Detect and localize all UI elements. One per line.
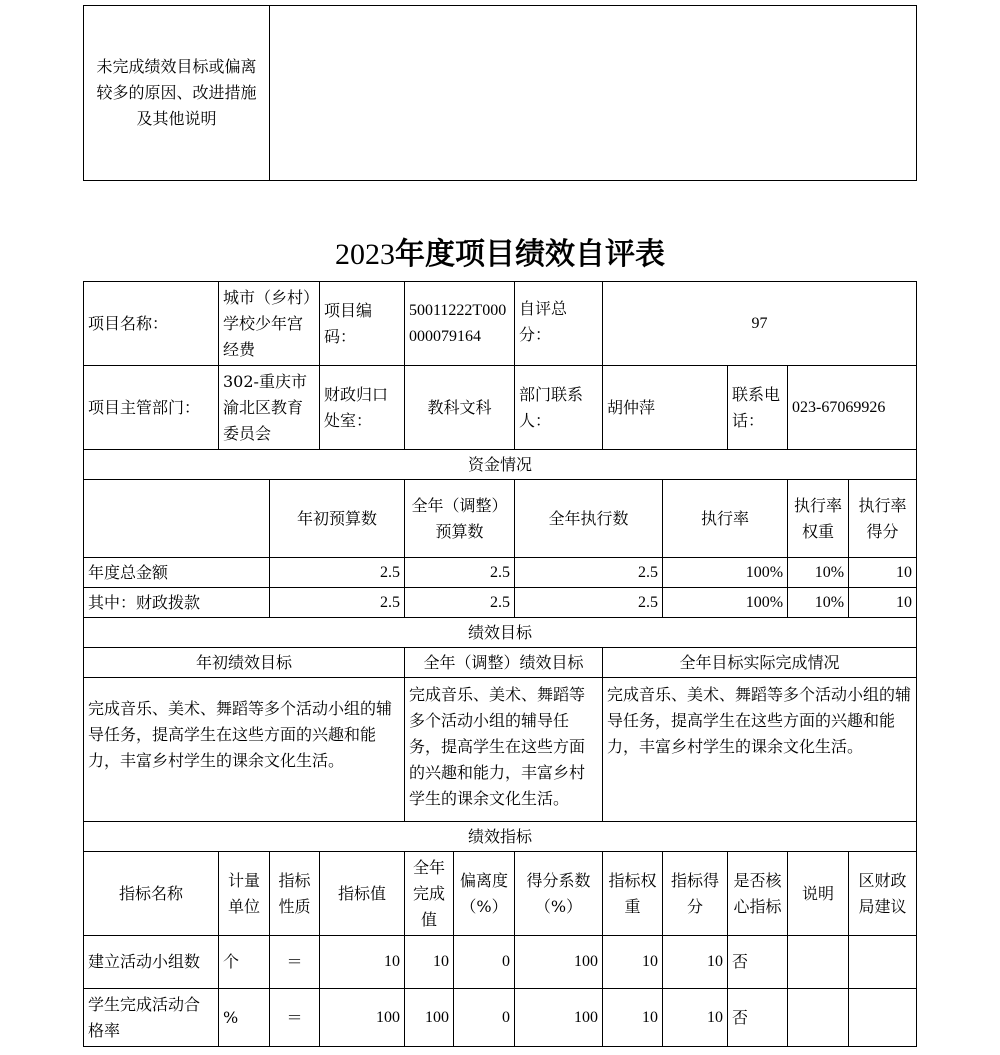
ind-actual: 100 bbox=[405, 989, 454, 1047]
page-title bbox=[0, 232, 1000, 278]
dept-value: 302-重庆市渝北区教育委员会 bbox=[219, 366, 320, 450]
contact-label: 部门联系人： bbox=[515, 366, 603, 450]
ind-header-unit: 计量单位 bbox=[219, 852, 270, 936]
ind-header-note: 说明 bbox=[788, 852, 849, 936]
funds-header-executed: 全年执行数 bbox=[515, 480, 663, 558]
funds-header-exec-rate: 执行率 bbox=[663, 480, 788, 558]
funds-cell: 100% bbox=[663, 558, 788, 588]
funds-cell: 2.5 bbox=[515, 588, 663, 618]
goal-initial-text: 完成音乐、美术、舞蹈等多个活动小组的辅导任务，提高学生在这些方面的兴趣和能力，丰富乡村学生的课余文化生活。 bbox=[84, 678, 405, 822]
funds-row-label: 年度总金额 bbox=[84, 558, 270, 588]
ind-weight: 10 bbox=[603, 989, 663, 1047]
ind-nature: ＝ bbox=[270, 936, 320, 989]
ind-score: 10 bbox=[663, 989, 728, 1047]
funds-header-adjusted-budget: 全年（调整）预算数 bbox=[405, 480, 515, 558]
funds-row-label: 其中：财政拨款 bbox=[84, 588, 270, 618]
ind-header-name: 指标名称 bbox=[84, 852, 219, 936]
ind-header-coef: 得分系数（%） bbox=[515, 852, 603, 936]
funds-header-rate-score: 执行率得分 bbox=[849, 480, 917, 558]
ind-note bbox=[788, 989, 849, 1047]
project-name-value: 城市（乡村）学校少年宫经费 bbox=[219, 282, 320, 366]
finance-office-label: 财政归口处室： bbox=[320, 366, 405, 450]
dept-label: 项目主管部门： bbox=[84, 366, 219, 450]
ind-name: 建立活动小组数 bbox=[84, 936, 219, 989]
ind-header-target: 指标值 bbox=[320, 852, 405, 936]
ind-nature: ＝ bbox=[270, 989, 320, 1047]
ind-header-deviation: 偏离度（%） bbox=[454, 852, 515, 936]
ind-advice bbox=[849, 989, 917, 1047]
funds-cell: 10 bbox=[849, 588, 917, 618]
ind-advice bbox=[849, 936, 917, 989]
funds-cell: 2.5 bbox=[405, 558, 515, 588]
contact-value: 胡仲萍 bbox=[603, 366, 728, 450]
ind-core: 否 bbox=[728, 989, 788, 1047]
goals-section-title: 绩效目标 bbox=[84, 618, 917, 648]
title-text: 年度项目绩效自评表 bbox=[395, 237, 665, 272]
phone-value: 023-67069926 bbox=[788, 366, 917, 450]
ind-unit: 个 bbox=[219, 936, 270, 989]
ind-header-actual: 全年完成值 bbox=[405, 852, 454, 936]
ind-deviation: 0 bbox=[454, 989, 515, 1047]
goals-header-adjusted: 全年（调整）绩效目标 bbox=[405, 648, 603, 678]
phone-label: 联系电话： bbox=[728, 366, 788, 450]
funds-cell: 100% bbox=[663, 588, 788, 618]
goals-header-row bbox=[84, 648, 917, 678]
project-code-label: 项目编码： bbox=[320, 282, 405, 366]
evaluation-table bbox=[83, 281, 917, 1047]
funds-cell: 10% bbox=[788, 588, 849, 618]
funds-header-rate-weight: 执行率权重 bbox=[788, 480, 849, 558]
ind-target: 100 bbox=[320, 989, 405, 1047]
project-code-value: 50011222T000000079164 bbox=[405, 282, 515, 366]
remarks-label: 未完成绩效目标或偏离较多的原因、改进措施及其他说明 bbox=[84, 6, 270, 181]
indicator-row bbox=[84, 936, 917, 989]
finance-office-value: 教科文科 bbox=[405, 366, 515, 450]
goals-text-row bbox=[84, 678, 917, 822]
funds-cell: 2.5 bbox=[405, 588, 515, 618]
ind-note bbox=[788, 936, 849, 989]
info-row-2 bbox=[84, 366, 917, 450]
funds-section-title: 资金情况 bbox=[84, 450, 917, 480]
indicators-header-row bbox=[84, 852, 917, 936]
funds-row-total bbox=[84, 558, 917, 588]
goals-header-actual: 全年目标实际完成情况 bbox=[603, 648, 917, 678]
funds-cell: 10 bbox=[849, 558, 917, 588]
title-year: 2023 bbox=[335, 238, 395, 271]
ind-coef: 100 bbox=[515, 989, 603, 1047]
self-score-value: 97 bbox=[603, 282, 917, 366]
ind-header-core: 是否核心指标 bbox=[728, 852, 788, 936]
funds-cell: 2.5 bbox=[270, 558, 405, 588]
ind-header-nature: 指标性质 bbox=[270, 852, 320, 936]
ind-name: 学生完成活动合格率 bbox=[84, 989, 219, 1047]
goal-actual-text: 完成音乐、美术、舞蹈等多个活动小组的辅导任务，提高学生在这些方面的兴趣和能力，丰富乡村学生的课余文化生活。 bbox=[603, 678, 917, 822]
ind-target: 10 bbox=[320, 936, 405, 989]
funds-header-row bbox=[84, 480, 917, 558]
funds-header-blank bbox=[84, 480, 270, 558]
goal-adjusted-text: 完成音乐、美术、舞蹈等多个活动小组的辅导任务，提高学生在这些方面的兴趣和能力，丰富乡村学生的课余文化生活。 bbox=[405, 678, 603, 822]
ind-header-weight: 指标权重 bbox=[603, 852, 663, 936]
info-row-1 bbox=[84, 282, 917, 366]
funds-header-initial-budget: 年初预算数 bbox=[270, 480, 405, 558]
ind-deviation: 0 bbox=[454, 936, 515, 989]
ind-header-score: 指标得分 bbox=[663, 852, 728, 936]
goals-header-initial: 年初绩效目标 bbox=[84, 648, 405, 678]
remarks-table bbox=[83, 5, 917, 181]
ind-weight: 10 bbox=[603, 936, 663, 989]
funds-cell: 10% bbox=[788, 558, 849, 588]
ind-core: 否 bbox=[728, 936, 788, 989]
ind-score: 10 bbox=[663, 936, 728, 989]
project-name-label: 项目名称： bbox=[84, 282, 219, 366]
funds-cell: 2.5 bbox=[515, 558, 663, 588]
ind-actual: 10 bbox=[405, 936, 454, 989]
ind-coef: 100 bbox=[515, 936, 603, 989]
indicators-section-title: 绩效指标 bbox=[84, 822, 917, 852]
indicator-row bbox=[84, 989, 917, 1047]
remarks-value bbox=[270, 6, 917, 181]
ind-header-advice: 区财政局建议 bbox=[849, 852, 917, 936]
ind-unit: % bbox=[219, 989, 270, 1047]
self-score-label: 自评总分： bbox=[515, 282, 603, 366]
funds-row-fiscal bbox=[84, 588, 917, 618]
funds-cell: 2.5 bbox=[270, 588, 405, 618]
